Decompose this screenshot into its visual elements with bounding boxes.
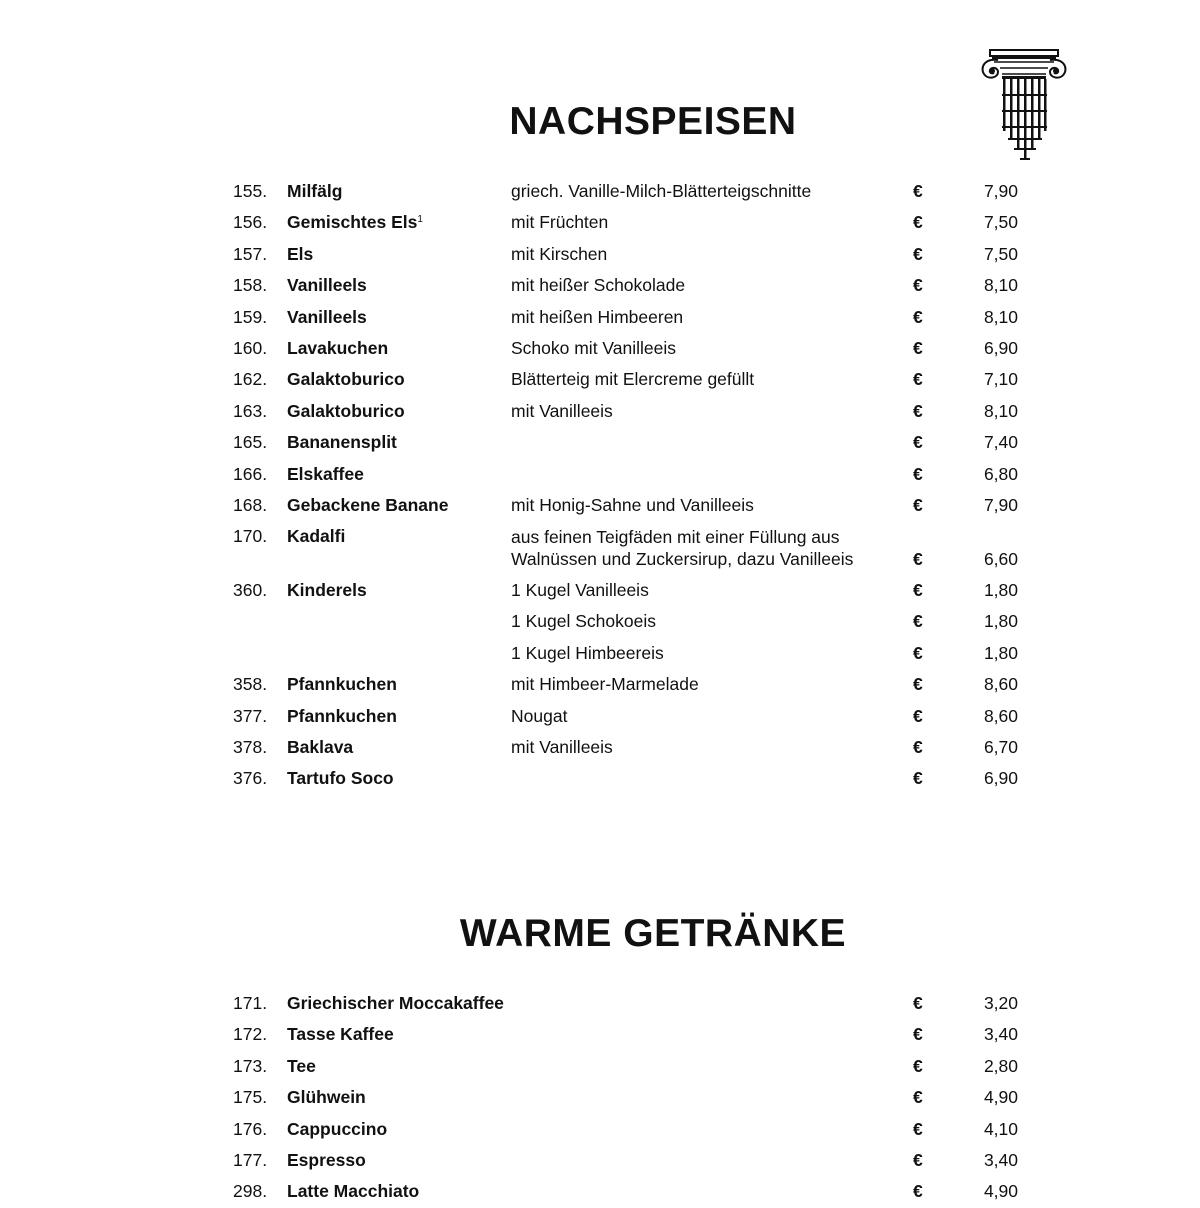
currency-symbol: €	[913, 611, 923, 632]
menu-item	[0, 1176, 1200, 1207]
item-description: griech. Vanille-Milch-Blätterteigschnitte	[511, 181, 812, 201]
item-name	[287, 396, 405, 427]
item-name-text: Elskaffee	[287, 463, 364, 484]
item-name	[287, 302, 367, 333]
item-name-text: Galaktoburico	[287, 400, 405, 421]
item-number: 156.	[233, 212, 268, 233]
item-number: 360.	[233, 580, 268, 601]
item-number: 170.	[233, 526, 268, 547]
item-name-text: Milfälg	[287, 181, 343, 201]
currency-symbol: €	[913, 463, 923, 484]
item-number: 377.	[233, 705, 268, 726]
item-price: 7,90	[983, 181, 1018, 201]
item-price: 7,40	[983, 432, 1018, 453]
menu-item	[0, 701, 1200, 732]
item-name	[287, 575, 367, 606]
currency-symbol: €	[913, 737, 923, 758]
item-name-text: Espresso	[287, 1149, 366, 1170]
item-price: 1,80	[983, 642, 1018, 663]
item-description: mit heißer Schokolade	[511, 275, 686, 296]
item-name-text: Gebackene Banane	[287, 494, 449, 515]
currency-symbol: €	[913, 369, 923, 390]
currency-symbol: €	[913, 306, 923, 327]
item-name-text: Vanilleels	[287, 275, 367, 296]
item-number: 358.	[233, 674, 268, 695]
item-price: 7,90	[983, 494, 1018, 515]
currency-symbol: €	[913, 580, 923, 601]
item-name	[287, 701, 397, 732]
item-description: mit Himbeer-Marmelade	[511, 674, 699, 695]
section-title-nachspeisen: NACHSPEISEN	[509, 100, 797, 143]
item-name	[287, 270, 367, 301]
menu-item	[0, 364, 1200, 395]
item-price: 3,40	[983, 1024, 1018, 1045]
menu-item	[0, 1145, 1200, 1176]
item-description: mit Früchten	[511, 212, 609, 233]
currency-symbol: €	[913, 993, 923, 1013]
item-name	[287, 763, 394, 794]
currency-symbol: €	[913, 275, 923, 296]
item-name	[287, 239, 313, 270]
item-description: Nougat	[511, 705, 568, 726]
item-price: 6,70	[983, 737, 1018, 758]
item-number: 175.	[233, 1087, 268, 1108]
item-name-text: Gemischtes Els	[287, 212, 418, 233]
currency-symbol: €	[913, 548, 923, 569]
item-number: 157.	[233, 243, 268, 264]
item-number: 171.	[233, 993, 268, 1013]
item-number: 166.	[233, 463, 268, 484]
item-price: 6,60	[983, 548, 1018, 569]
currency-symbol: €	[913, 705, 923, 726]
item-name-text: Griechischer Moccakaffee	[287, 993, 504, 1013]
item-name	[287, 364, 405, 395]
item-description: Schoko mit Vanilleeis	[511, 337, 677, 358]
item-price: 8,60	[983, 674, 1018, 695]
item-number: 177.	[233, 1149, 268, 1170]
menu-list-warme-getraenke	[0, 988, 1200, 1208]
currency-symbol: €	[913, 1181, 923, 1202]
item-name	[287, 669, 397, 700]
section-title-warme-getraenke: WARME GETRÄNKE	[459, 912, 847, 955]
item-price: 1,80	[983, 580, 1018, 601]
item-name-text: Bananensplit	[287, 432, 397, 453]
item-description: 1 Kugel Schokoeis	[511, 611, 656, 632]
item-name-text: Kadalfi	[287, 526, 346, 547]
item-name	[287, 333, 388, 364]
item-name-text: Pfannkuchen	[287, 674, 397, 695]
menu-item	[0, 732, 1200, 763]
item-name-text: Tartufo Soco	[287, 768, 394, 789]
menu-item	[0, 270, 1200, 301]
item-price: 4,90	[983, 1087, 1018, 1108]
item-name	[287, 1145, 366, 1176]
item-number: 172.	[233, 1024, 268, 1045]
item-name	[287, 1051, 316, 1082]
item-description: 1 Kugel Himbeereis	[511, 642, 664, 663]
currency-symbol: €	[913, 674, 923, 695]
item-price: 8,10	[983, 306, 1018, 327]
menu-item	[0, 988, 1200, 1019]
currency-symbol: €	[913, 243, 923, 264]
currency-symbol: €	[913, 1024, 923, 1045]
menu-item	[0, 575, 1200, 606]
menu-item	[0, 1019, 1200, 1050]
item-number: 298.	[233, 1181, 268, 1202]
item-name	[287, 176, 342, 207]
item-description: mit Vanilleeis	[511, 400, 613, 421]
item-price: 1,80	[983, 611, 1018, 632]
menu-item	[0, 638, 1200, 669]
menu-item	[0, 207, 1200, 238]
item-price: 4,90	[983, 1181, 1018, 1202]
currency-symbol: €	[913, 432, 923, 453]
item-number: 160.	[233, 337, 268, 358]
item-number: 168.	[233, 494, 268, 515]
menu-item	[0, 302, 1200, 333]
item-name	[287, 1019, 394, 1050]
menu-item	[0, 396, 1200, 427]
item-name	[287, 490, 448, 521]
item-name-text: Baklava	[287, 737, 354, 758]
item-name-text: Latte Macchiato	[287, 1181, 420, 1202]
item-name-text: Pfannkuchen	[287, 705, 397, 726]
item-price: 3,20	[983, 993, 1018, 1013]
item-number: 163.	[233, 400, 268, 421]
item-name-text: Tee	[287, 1055, 316, 1076]
item-price: 7,10	[983, 369, 1018, 390]
item-price: 4,10	[983, 1118, 1018, 1139]
item-name	[287, 1082, 366, 1113]
currency-symbol: €	[913, 1055, 923, 1076]
currency-symbol: €	[913, 768, 923, 789]
currency-symbol: €	[913, 212, 923, 233]
menu-item	[0, 521, 1200, 575]
menu-item	[0, 1051, 1200, 1082]
item-name-text: Els	[287, 243, 314, 264]
currency-symbol: €	[913, 642, 923, 663]
item-description: mit Vanilleeis	[511, 737, 613, 758]
item-price: 7,50	[983, 243, 1018, 264]
item-number: 165.	[233, 432, 268, 453]
item-price: 8,10	[983, 400, 1018, 421]
item-price: 7,50	[983, 212, 1018, 233]
menu-item	[0, 333, 1200, 364]
item-price: 8,10	[983, 275, 1018, 296]
item-name-text: Kinderels	[287, 580, 367, 601]
item-price: 3,40	[983, 1149, 1018, 1170]
item-description: mit Kirschen	[511, 243, 608, 264]
item-number: 155.	[233, 181, 268, 201]
item-name-text: Lavakuchen	[287, 337, 389, 358]
menu-item	[0, 1082, 1200, 1113]
currency-symbol: €	[913, 337, 923, 358]
item-name	[287, 459, 364, 490]
item-name-text: Galaktoburico	[287, 369, 405, 390]
item-number: 378.	[233, 737, 268, 758]
item-name	[287, 1176, 419, 1207]
item-name	[287, 1114, 387, 1145]
currency-symbol: €	[913, 1118, 923, 1139]
currency-symbol: €	[913, 494, 923, 515]
item-name-text: Cappuccino	[287, 1118, 388, 1139]
item-name-text: Vanilleels	[287, 306, 367, 327]
item-price: 6,80	[983, 463, 1018, 484]
item-description: aus feinen Teigfäden mit einer Füllung aus Walnüssen und Zuckersirup, dazu Vanilleeis	[511, 526, 854, 570]
item-number: 173.	[233, 1055, 268, 1076]
item-description: mit heißen Himbeeren	[511, 306, 684, 327]
item-price: 2,80	[983, 1055, 1018, 1076]
item-number: 158.	[233, 275, 268, 296]
item-description: Blätterteig mit Elercreme gefüllt	[511, 369, 755, 390]
menu-list-nachspeisen	[0, 176, 1200, 795]
item-number: 162.	[233, 369, 268, 390]
item-name	[287, 427, 397, 458]
currency-symbol: €	[913, 400, 923, 421]
menu-item	[0, 1114, 1200, 1145]
menu-item	[0, 606, 1200, 637]
menu-item	[0, 669, 1200, 700]
item-name	[287, 988, 504, 1019]
item-name	[287, 207, 423, 238]
item-description: 1 Kugel Vanilleeis	[511, 580, 649, 601]
currency-symbol: €	[913, 1087, 923, 1108]
allergen-footnote: 1	[417, 214, 423, 226]
currency-symbol: €	[913, 1149, 923, 1170]
item-number: 376.	[233, 768, 268, 789]
item-name-text: Glühwein	[287, 1087, 366, 1108]
item-price: 6,90	[983, 768, 1018, 789]
menu-item	[0, 763, 1200, 794]
item-name	[287, 521, 345, 552]
item-number: 159.	[233, 306, 268, 327]
item-name-text: Tasse Kaffee	[287, 1024, 394, 1045]
menu-item	[0, 176, 1200, 207]
menu-item	[0, 459, 1200, 490]
currency-symbol: €	[913, 181, 923, 201]
menu-item	[0, 239, 1200, 270]
item-name	[287, 732, 353, 763]
item-number: 176.	[233, 1118, 268, 1139]
item-price: 6,90	[983, 337, 1018, 358]
item-description: mit Honig-Sahne und Vanilleeis	[511, 494, 754, 515]
item-price: 8,60	[983, 705, 1018, 726]
menu-item	[0, 427, 1200, 458]
menu-item	[0, 490, 1200, 521]
